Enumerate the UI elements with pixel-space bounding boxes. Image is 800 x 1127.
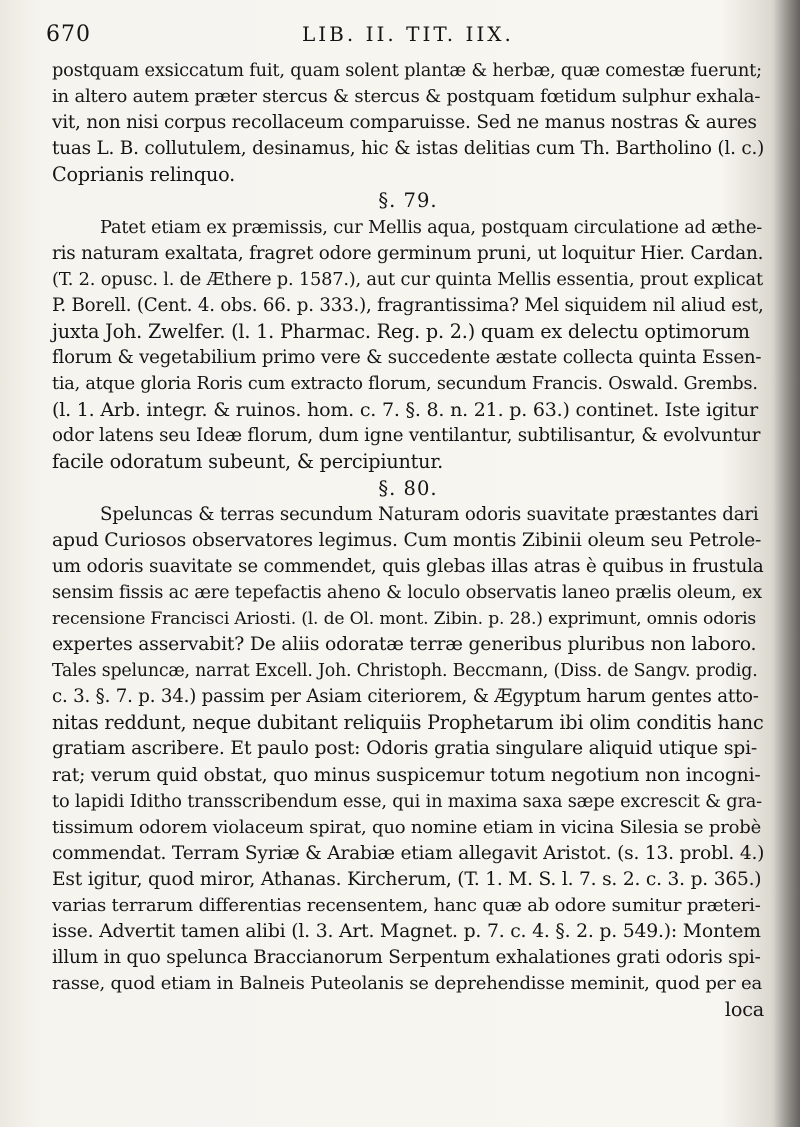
text-line: (T. 2. opusc. l. de Æthere p. 1587.), aut cur quinta Mellis essentia, prout explicat [52,268,763,290]
text-line: c. 3. §. 7. p. 34.) passim per Asiam citeriorem, & Ægyptum harum gentes atto- [52,686,759,708]
text-line: tia, atque gloria Roris cum extracto florum, secundum Francis. Oswald. Grembs. [52,374,758,395]
section-heading: §. 79. [378,189,438,213]
text-line: sensim fissis ac ære tepefactis aheno & loculo observatis laneo prælis oleum, ex [52,581,762,603]
text-line: in altero autem præter stercus & stercus & postquam fœtidum sulphur exhala- [52,86,761,108]
text-line: loca [724,998,764,1022]
text-line: P. Borell. (Cent. 4. obs. 66. p. 333.), fragrantissima? Mel siquidem nil aliud est, [52,294,764,316]
body-text [52,58,764,1023]
text-line: (l. 1. Arb. integr. & ruinos. hom. c. 7. §. 8. n. 21. p. 63.) continet. Iste igitur [52,399,759,422]
text-line: odor latens seu Ideæ florum, dum igne ventilantur, subtilisantur, & evolvuntur [52,425,761,447]
text-line: juxta Joh. Zwelfer. (l. 1. Pharmac. Reg. p. 2.) quam ex delectu optimorum [52,319,750,343]
text-line: commendat. Terram Syriæ & Arabiæ etiam allegavit Aristot. (s. 13. probl. 4.) [52,842,765,864]
text-line: rat; verum quid obstat, quo minus suspicemur totum negotium non incogni- [52,764,761,786]
text-line: tissimum odorem violaceum spirat, quo nomine etiam in vicina Silesia se probè [52,816,762,838]
text-line: varias terrarum differentias recensentem, hanc quæ ab odore sumitur præteri- [52,895,761,916]
text-line: isse. Advertit tamen alibi (l. 3. Art. Magnet. p. 7. c. 4. §. 2. p. 549.): Montem [52,921,761,943]
running-head: LIB. II. TIT. IIX. [302,22,514,46]
text-line: expertes asservabit? De aliis odoratæ terræ generibus pluribus non laboro. [52,634,757,656]
text-line: vit, non nisi corpus recollaceum comparuisse. Sed ne manus nostras & aures [52,112,757,134]
page-number: 670 [46,22,91,47]
text-line: recensione Francisci Ariosti. (l. de Ol. mont. Zibin. p. 28.) exprimunt, omnis odoris [52,608,757,629]
section-heading: §. 80. [378,476,438,500]
text-line: um odoris suavitate se commendet, quis glebas illas atras è quibus in frustula [52,555,764,577]
page-edge-shadow [774,0,800,1127]
text-line: tuas L. B. collutulem, desinamus, hic & istas delitias cum Th. Bartholino (l. c.) [52,138,765,160]
text-line: gratiam ascribere. Et paulo post: Odoris gratia singulare aliquid utique spi- [52,738,758,760]
text-line: Coprianis relinquo. [52,163,236,187]
text-line: Est igitur, quod miror, Athanas. Kircherum, (T. 1. M. S. l. 7. s. 2. c. 3. p. 365.) [52,868,762,890]
page-header [46,22,746,52]
text-line: rasse, quod etiam in Balneis Puteolanis se deprehendisse meminit, quod per ea [52,973,763,995]
text-line: Patet etiam ex præmissis, cur Mellis aqua, postquam circulatione ad æthe- [100,216,763,238]
text-line: ris naturam exaltata, fragret odore germinum pruni, ut loquitur Hier. Cardan. [52,242,764,264]
text-line: apud Curiosos observatores legimus. Cum montis Zibinii oleum seu Petrole- [52,529,762,551]
text-line: florum & vegetabilium primo vere & succedente æstate collecta quinta Essen- [52,347,762,369]
text-line: nitas reddunt, neque dubitant reliquiis Prophetarum ibi olim conditis hanc [52,711,764,735]
text-line: illum in quo spelunca Braccianorum Serpentum exhalationes grati odoris spi- [52,947,761,969]
text-line: to lapidi Iditho transscribendum esse, qui in maxima saxa sæpe excrescit & gra- [52,790,762,812]
text-line: Tales speluncæ, narrat Excell. Joh. Christoph. Beccmann, (Diss. de Sangv. prodig. [52,661,758,682]
text-line: facile odoratum subeunt, & percipiuntur. [52,450,444,474]
text-line: postquam exsiccatum fuit, quam solent plantæ & herbæ, quæ comestæ fuerunt; [52,60,762,81]
text-line: Speluncas & terras secundum Naturam odoris suavitate præstantes dari [100,503,759,525]
